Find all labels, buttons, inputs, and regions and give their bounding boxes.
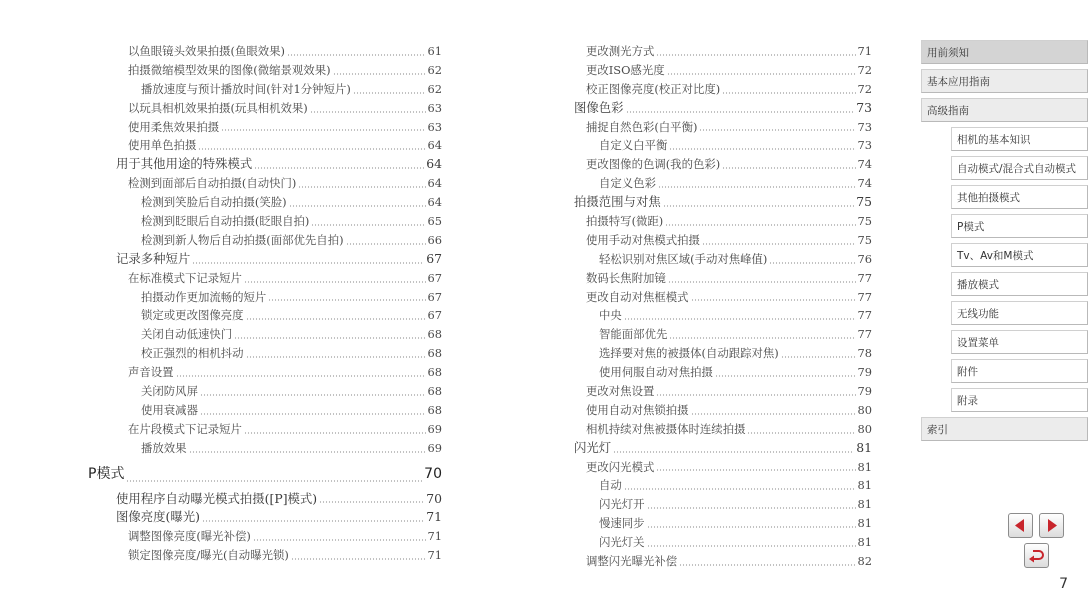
toc-dot-leader <box>353 92 426 94</box>
toc-entry-page: 61 <box>427 43 442 58</box>
toc-entry-title: 相机持续对焦被摄体时连续拍摄 <box>586 421 746 436</box>
toc-entry-title: 更改测光方式 <box>586 43 655 58</box>
toc-entry-title: P模式 <box>88 465 125 482</box>
toc-dot-leader <box>221 129 425 131</box>
toc-entry[interactable] <box>546 363 872 382</box>
toc-entry-title: 以鱼眼镜头效果拍摄(鱼眼效果) <box>128 43 285 58</box>
toc-entry-page: 78 <box>857 346 872 361</box>
toc-entry[interactable] <box>546 533 872 552</box>
toc-entry-page: 69 <box>427 421 442 436</box>
toc-entry[interactable] <box>88 490 442 509</box>
arrow-left-icon <box>1009 514 1032 537</box>
toc-dot-leader <box>244 432 426 434</box>
next-page-button[interactable] <box>1039 513 1064 538</box>
toc-entry[interactable] <box>88 174 442 193</box>
toc-entry-page: 71 <box>426 509 442 525</box>
return-icon <box>1025 544 1048 567</box>
toc-dot-leader <box>626 111 855 113</box>
toc-dot-leader <box>289 205 426 207</box>
toc-entry-page: 73 <box>857 119 872 134</box>
toc-entry[interactable] <box>88 461 442 487</box>
toc-entry-page: 68 <box>427 402 442 417</box>
toc-entry-page: 65 <box>427 214 442 228</box>
toc-dot-leader <box>298 186 425 188</box>
toc-dot-leader <box>268 299 425 301</box>
toc-entry-title: 拍摄微缩模型效果的图像(微缩景观效果) <box>128 62 331 77</box>
toc-dot-leader <box>287 54 426 56</box>
toc-entry[interactable] <box>546 288 872 307</box>
toc-entry[interactable] <box>546 439 872 458</box>
nav-item[interactable]: 用前须知 <box>921 40 1088 64</box>
toc-dot-leader <box>747 432 855 434</box>
arrow-right-icon <box>1040 514 1063 537</box>
toc-entry-page: 64 <box>427 176 442 191</box>
toc-entry-title: 锁定或更改图像亮度 <box>141 308 244 323</box>
toc-dot-leader <box>663 205 854 207</box>
toc-entry[interactable] <box>88 155 442 174</box>
toc-entry-title: 使用程序自动曝光模式拍摄([P]模式) <box>116 490 318 506</box>
toc-entry[interactable] <box>546 458 872 477</box>
toc-entry-title: 以玩具相机效果拍摄(玩具相机效果) <box>128 100 308 115</box>
toc-entry-title: 使用单色拍摄 <box>128 138 197 153</box>
toc-entry-page: 81 <box>856 439 872 455</box>
toc-entry-page: 67 <box>426 250 442 266</box>
toc-entry-page: 71 <box>857 43 872 58</box>
toc-entry-title: 使用衰减器 <box>141 402 198 417</box>
nav-item[interactable]: 附录 <box>951 388 1088 412</box>
toc-dot-leader <box>246 318 426 320</box>
toc-entry-title: 使用自动对焦锁拍摄 <box>586 402 689 417</box>
toc-entry-title: 轻松识别对焦区域(手动对焦峰值) <box>599 251 768 266</box>
toc-entry-page: 79 <box>857 384 872 399</box>
toc-dot-leader <box>656 394 855 396</box>
nav-item[interactable]: 索引 <box>921 417 1088 441</box>
toc-entry-page: 77 <box>857 289 872 304</box>
toc-entry[interactable] <box>88 99 442 118</box>
toc-entry-page: 77 <box>857 308 872 323</box>
toc-entry-page: 68 <box>427 365 442 380</box>
toc-entry[interactable] <box>88 325 442 344</box>
toc-entry-title: 闪光灯 <box>574 439 612 455</box>
toc-entry[interactable] <box>88 193 442 212</box>
toc-dot-leader <box>769 262 855 264</box>
toc-entry[interactable] <box>546 61 872 80</box>
toc-entry[interactable] <box>546 495 872 514</box>
toc-entry[interactable] <box>88 439 442 458</box>
toc-entry-page: 81 <box>857 497 872 512</box>
toc-entry[interactable] <box>546 155 872 174</box>
toc-entry-page: 64 <box>427 138 442 153</box>
toc-entry-title: 播放速度与预计播放时间(针对1分钟短片) <box>141 81 351 96</box>
toc-entry[interactable] <box>88 420 442 439</box>
toc-entry[interactable] <box>546 552 872 571</box>
toc-entry-page: 66 <box>427 232 442 247</box>
toc-entry-page: 67 <box>427 289 442 304</box>
toc-entry[interactable] <box>546 382 872 401</box>
toc-entry[interactable] <box>88 80 442 99</box>
toc-entry[interactable] <box>546 193 872 212</box>
toc-entry-page: 74 <box>857 176 872 191</box>
toc-dot-leader <box>200 394 426 396</box>
toc-entry[interactable] <box>88 118 442 137</box>
toc-dot-leader <box>679 564 855 566</box>
toc-entry-title: 自定义白平衡 <box>599 138 668 153</box>
toc-entry[interactable] <box>546 401 872 420</box>
toc-entry-page: 77 <box>857 270 872 285</box>
toc-entry[interactable] <box>88 42 442 61</box>
toc-dot-leader <box>781 356 856 358</box>
toc-entry-page: 76 <box>857 251 872 266</box>
toc-entry-title: 选择要对焦的被摄体(自动跟踪对焦) <box>599 346 779 361</box>
toc-dot-leader <box>192 262 424 264</box>
toc-entry-page: 70 <box>426 490 442 506</box>
toc-entry-page: 62 <box>427 81 442 96</box>
toc-dot-leader <box>702 243 856 245</box>
toc-entry-title: 更改闪光模式 <box>586 459 655 474</box>
nav-item[interactable]: 无线功能 <box>951 301 1088 325</box>
toc-entry-page: 64 <box>426 156 442 172</box>
toc-entry[interactable] <box>546 212 872 231</box>
toc-entry[interactable] <box>88 212 442 231</box>
toc-entry-page: 81 <box>857 459 872 474</box>
toc-dot-leader <box>200 413 426 415</box>
toc-entry-page: 82 <box>857 554 872 569</box>
toc-dot-leader <box>346 243 426 245</box>
toc-dot-leader <box>722 92 855 94</box>
toc-entry-page: 81 <box>857 516 872 531</box>
toc-entry[interactable] <box>88 288 442 307</box>
toc-dot-leader <box>624 488 856 490</box>
toc-entry-title: 捕捉自然色彩(白平衡) <box>586 119 698 134</box>
toc-dot-leader <box>189 451 426 453</box>
toc-entry-page: 74 <box>857 157 872 172</box>
toc-dot-leader <box>667 73 856 75</box>
toc-dot-leader <box>665 224 855 226</box>
toc-entry-page: 75 <box>857 232 872 247</box>
toc-entry-title: 更改自动对焦框模式 <box>586 289 689 304</box>
toc-entry-title: 拍摄动作更加流畅的短片 <box>141 289 267 304</box>
toc-dot-leader <box>333 73 426 75</box>
nav-item[interactable]: 播放模式 <box>951 272 1088 296</box>
toc-entry-title: 使用手动对焦模式拍摄 <box>586 232 700 247</box>
toc-dot-leader <box>613 451 854 453</box>
toc-right-column <box>546 42 872 571</box>
toc-dot-leader <box>647 545 856 547</box>
toc-dot-leader <box>699 129 855 131</box>
toc-dot-leader <box>244 281 426 283</box>
toc-entry-page: 79 <box>857 365 872 380</box>
toc-dot-leader <box>647 526 856 528</box>
chapter-navigation <box>921 40 1088 446</box>
toc-entry-title: 播放效果 <box>141 440 187 455</box>
toc-dot-leader <box>198 148 425 150</box>
toc-dot-leader <box>669 337 855 339</box>
nav-item[interactable]: 基本应用指南 <box>921 69 1088 93</box>
toc-entry-title: 使用伺服自动对焦拍摄 <box>599 365 713 380</box>
toc-entry[interactable] <box>546 174 872 193</box>
toc-entry-title: 图像亮度(曝光) <box>116 509 201 525</box>
toc-entry-page: 71 <box>427 548 442 563</box>
toc-dot-leader <box>691 413 856 415</box>
toc-entry-page: 75 <box>857 214 872 228</box>
nav-item[interactable]: 其他拍摄模式 <box>951 185 1088 209</box>
toc-dot-leader <box>311 224 425 226</box>
toc-entry-page: 80 <box>857 421 872 436</box>
toc-dot-leader <box>234 337 425 339</box>
toc-entry-page: 75 <box>856 194 872 210</box>
toc-entry-title: 智能面部优先 <box>599 327 668 342</box>
toc-dot-leader <box>291 558 426 560</box>
toc-entry[interactable] <box>546 99 872 118</box>
toc-entry[interactable] <box>546 344 872 363</box>
toc-dot-leader <box>253 539 426 541</box>
toc-entry[interactable] <box>546 231 872 250</box>
toc-entry-title: 声音设置 <box>128 365 174 380</box>
toc-dot-leader <box>669 148 855 150</box>
toc-entry-page: 73 <box>857 138 872 153</box>
toc-dot-leader <box>656 54 855 56</box>
toc-entry-title: 中央 <box>599 308 622 323</box>
toc-entry-page: 68 <box>427 346 442 361</box>
toc-left-column <box>88 42 442 565</box>
toc-entry[interactable] <box>546 269 872 288</box>
toc-entry[interactable] <box>88 508 442 527</box>
toc-entry-page: 72 <box>857 62 872 77</box>
toc-entry-page: 80 <box>857 402 872 417</box>
toc-entry[interactable] <box>546 118 872 137</box>
toc-entry[interactable] <box>88 269 442 288</box>
toc-entry-title: 更改图像的色调(我的色彩) <box>586 157 721 172</box>
toc-entry[interactable] <box>88 231 442 250</box>
toc-entry[interactable] <box>546 325 872 344</box>
toc-entry-title: 检测到面部后自动拍摄(自动快门) <box>128 176 297 191</box>
toc-entry[interactable] <box>546 420 872 439</box>
toc-entry-title: 在片段模式下记录短片 <box>128 421 242 436</box>
toc-entry[interactable] <box>546 80 872 99</box>
toc-dot-leader <box>624 318 856 320</box>
toc-dot-leader <box>310 111 426 113</box>
toc-entry-title: 自动 <box>599 478 622 493</box>
toc-entry-page: 68 <box>427 384 442 399</box>
previous-page-button[interactable] <box>1008 513 1033 538</box>
toc-entry-title: 自定义色彩 <box>599 176 656 191</box>
toc-entry-page: 71 <box>427 529 442 544</box>
toc-dot-leader <box>246 356 426 358</box>
toc-entry-title: 闪光灯关 <box>599 535 645 550</box>
toc-entry-title: 拍摄范围与对焦 <box>574 194 661 210</box>
toc-entry-title: 使用柔焦效果拍摄 <box>128 119 220 134</box>
page-number: 7 <box>1059 576 1068 592</box>
toc-entry[interactable] <box>88 136 442 155</box>
nav-item[interactable]: 相机的基本知识 <box>951 127 1088 151</box>
toc-dot-leader <box>691 299 856 301</box>
toc-entry-title: 拍摄特写(微距) <box>586 214 664 228</box>
toc-entry-title: 检测到眨眼后自动拍摄(眨眼自拍) <box>141 214 310 228</box>
toc-entry[interactable] <box>88 250 442 269</box>
toc-entry-page: 77 <box>857 327 872 342</box>
toc-entry-page: 70 <box>424 465 442 482</box>
return-button[interactable] <box>1024 543 1049 568</box>
toc-entry-page: 81 <box>857 535 872 550</box>
toc-entry-title: 更改对焦设置 <box>586 384 655 399</box>
toc-entry[interactable] <box>88 61 442 80</box>
toc-entry[interactable] <box>88 527 442 546</box>
nav-item[interactable]: P模式 <box>951 214 1088 238</box>
toc-entry-title: 图像色彩 <box>574 99 624 115</box>
toc-dot-leader <box>202 520 424 522</box>
toc-dot-leader <box>319 501 424 503</box>
toc-entry-page: 81 <box>857 478 872 493</box>
nav-item[interactable]: 高级指南 <box>921 98 1088 122</box>
toc-entry[interactable] <box>546 306 872 325</box>
nav-item[interactable]: Tv、Av和M模式 <box>951 243 1088 267</box>
toc-entry-page: 63 <box>427 119 442 134</box>
toc-dot-leader <box>722 167 855 169</box>
toc-entry-page: 72 <box>857 81 872 96</box>
toc-entry[interactable] <box>88 546 442 565</box>
toc-entry-title: 闪光灯开 <box>599 497 645 512</box>
toc-entry-page: 73 <box>856 99 872 115</box>
toc-entry-title: 校正图像亮度(校正对比度) <box>586 81 721 96</box>
nav-item[interactable]: 设置菜单 <box>951 330 1088 354</box>
toc-entry[interactable] <box>88 363 442 382</box>
toc-dot-leader <box>668 281 856 283</box>
toc-entry-title: 慢速同步 <box>599 516 645 531</box>
toc-dot-leader <box>647 507 856 509</box>
toc-entry-page: 62 <box>427 62 442 77</box>
toc-entry[interactable] <box>546 250 872 269</box>
toc-entry-title: 检测到笑脸后自动拍摄(笑脸) <box>141 195 287 210</box>
toc-entry-page: 68 <box>427 327 442 342</box>
toc-entry-title: 记录多种短片 <box>116 250 191 266</box>
toc-entry-title: 调整闪光曝光补偿 <box>586 554 678 569</box>
toc-entry-title: 关闭防风屏 <box>141 384 198 399</box>
toc-entry[interactable] <box>546 136 872 155</box>
toc-dot-leader <box>254 167 424 169</box>
toc-entry-page: 69 <box>427 440 442 455</box>
toc-dot-leader <box>126 480 422 482</box>
toc-entry[interactable] <box>546 42 872 61</box>
toc-dot-leader <box>176 375 426 377</box>
toc-entry[interactable] <box>546 514 872 533</box>
toc-dot-leader <box>656 469 855 471</box>
nav-item[interactable]: 附件 <box>951 359 1088 383</box>
toc-entry-title: 数码长焦附加镜 <box>586 270 666 285</box>
toc-entry[interactable] <box>88 382 442 401</box>
toc-entry-title: 更改ISO感光度 <box>586 62 665 77</box>
toc-entry-page: 67 <box>427 308 442 323</box>
toc-entry-title: 锁定图像亮度/曝光(自动曝光锁) <box>128 548 289 563</box>
toc-entry-title: 调整图像亮度(曝光补偿) <box>128 529 251 544</box>
toc-entry-title: 检测到新人物后自动拍摄(面部优先自拍) <box>141 232 344 247</box>
toc-entry[interactable] <box>88 344 442 363</box>
toc-entry-page: 63 <box>427 100 442 115</box>
toc-entry[interactable] <box>88 306 442 325</box>
toc-entry[interactable] <box>88 401 442 420</box>
toc-entry-title: 用于其他用途的特殊模式 <box>116 156 253 172</box>
toc-entry-title: 在标准模式下记录短片 <box>128 270 242 285</box>
toc-dot-leader <box>715 375 856 377</box>
toc-entry-title: 校正强烈的相机抖动 <box>141 346 244 361</box>
toc-entry[interactable] <box>546 476 872 495</box>
nav-item[interactable]: 自动模式/混合式自动模式 <box>951 156 1088 180</box>
toc-entry-page: 67 <box>427 270 442 285</box>
toc-dot-leader <box>658 186 856 188</box>
toc-entry-title: 关闭自动低速快门 <box>141 327 233 342</box>
toc-entry-page: 64 <box>427 195 442 210</box>
